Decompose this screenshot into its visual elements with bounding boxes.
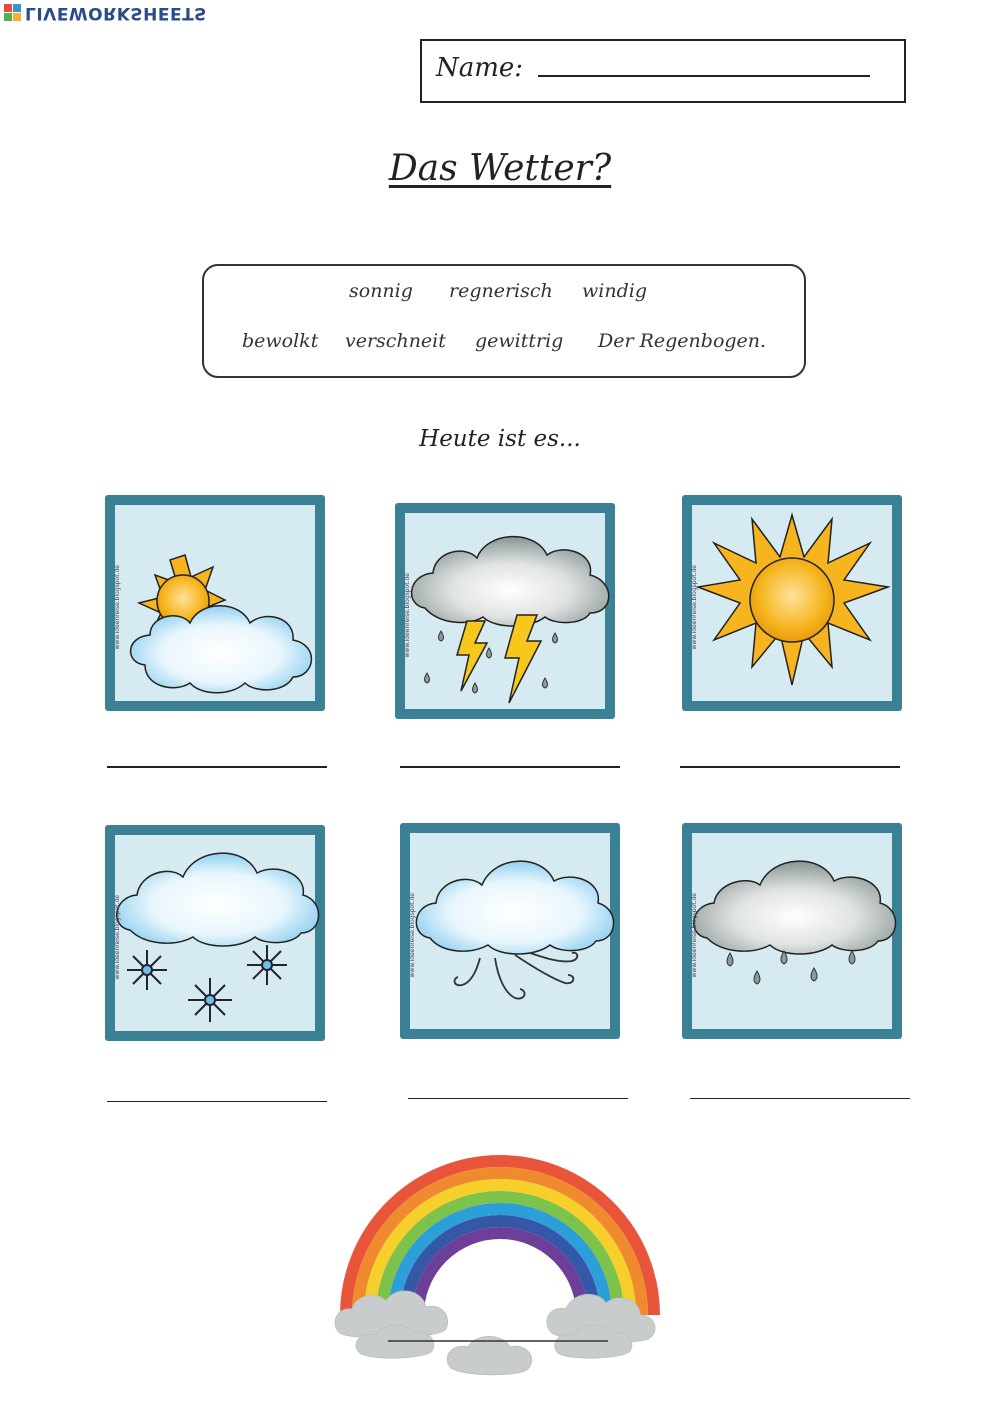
answer-line-2[interactable] [400, 766, 620, 768]
word-bank [202, 264, 806, 378]
weather-card-6 [682, 823, 902, 1039]
subtitle: Heute ist es... [419, 426, 581, 452]
answer-line-6[interactable] [690, 1098, 910, 1099]
word-regnerisch: regnerisch [449, 280, 553, 302]
logo-text: LIVEWORKSHEETS [25, 3, 207, 23]
word-regenbogen: Der Regenbogen. [598, 330, 767, 352]
rainbow-icon [330, 1135, 670, 1385]
thunderstorm-icon [405, 513, 605, 709]
weather-card-1 [105, 495, 325, 711]
sun-icon [692, 505, 892, 701]
answer-line-5[interactable] [408, 1098, 628, 1099]
wind-cloud-icon [410, 833, 610, 1029]
rain-cloud-icon [692, 833, 892, 1029]
answer-line-1[interactable] [107, 766, 327, 768]
word-bewolkt: bewolkt [242, 330, 319, 352]
watermark: www.ideenreise.blogspot.de [691, 893, 698, 978]
page-title [0, 148, 1000, 189]
word-sonnig: sonnig [349, 280, 413, 302]
logo-icon [4, 4, 22, 22]
weather-card-2 [395, 503, 615, 719]
sun-behind-cloud-icon [115, 505, 315, 701]
watermark: www.ideenreise.blogspot.de [114, 565, 121, 650]
page-title-text: Das Wetter? [388, 148, 612, 189]
name-input-line[interactable] [538, 75, 870, 77]
answer-line-4[interactable] [107, 1101, 327, 1102]
weather-card-4 [105, 825, 325, 1041]
watermark: www.ideenreise.blogspot.de [404, 573, 411, 658]
weather-card-5 [400, 823, 620, 1039]
watermark: www.ideenreise.blogspot.de [409, 893, 416, 978]
word-gewittrig: gewittrig [475, 330, 564, 352]
word-windig: windig [582, 280, 647, 302]
watermark: www.ideenreise.blogspot.de [691, 565, 698, 650]
word-verschneit: verschneit [345, 330, 446, 352]
watermark: www.ideenreise.blogspot.de [114, 895, 121, 980]
answer-line-3[interactable] [680, 766, 900, 768]
name-label: Name: [436, 53, 524, 83]
liveworksheets-logo [4, 2, 207, 24]
weather-card-3 [682, 495, 902, 711]
snow-cloud-icon [115, 835, 315, 1031]
name-box [420, 39, 906, 103]
